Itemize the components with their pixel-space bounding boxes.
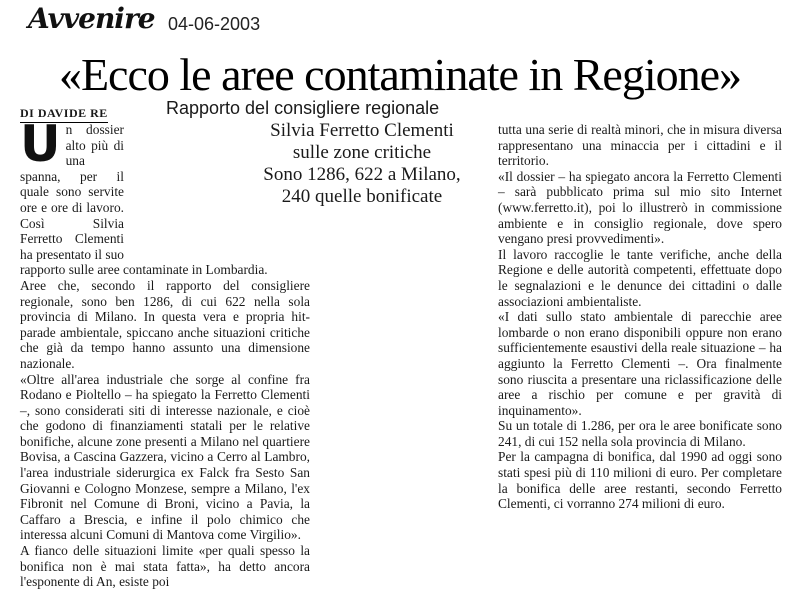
- paragraph: Il lavoro raccoglie le tante verifiche, anche della Regione e delle autorità competenti, effettuate dopo le segnalazioni e le denunce dei cittadini o dalle associazioni ambientaliste.: [498, 246, 782, 309]
- byline: DI DAVIDE RE: [20, 106, 108, 123]
- paragraph: «Il dossier – ha spiegato ancora la Ferretto Clementi – sarà pubblicato prima sul mio sito Internet (www.ferretto.it), poi lo illustrerò in commissione ambiente e in consiglio regionale, dove spero vengano presi provvedimenti».: [498, 168, 782, 247]
- paragraph: Su un totale di 1.286, per ora le aree bonificate sono 241, di cui 152 nella sola provincia di Milano.: [498, 418, 782, 449]
- summary-line: sulle zone critiche: [292, 142, 432, 163]
- paragraph: n dossier alto più di una spanna, per il quale sono servite ore e ore di lavoro. Così Silvia Ferretto Clementi ha presentato il suo rapporto sulle aree contaminate in Lombardia.: [20, 122, 268, 278]
- article-column-2: [498, 122, 782, 512]
- paragraph: A fianco delle situazioni limite «per quali spesso la bonifica non è mai stata fatta», ha detto ancora l'esponente di An, esiste poi: [20, 543, 310, 590]
- article-headline: «Ecco le aree contaminate in Regione»: [58, 49, 742, 100]
- summary-line: Silvia Ferretto Clementi: [270, 120, 454, 141]
- newspaper-masthead: Avvenire: [28, 2, 155, 35]
- paragraph: Aree che, secondo il rapporto del consigliere regionale, sono ben 1286, di cui 622 nella sola provincia di Milano. In questa vera e propria hit-parade ambientale, spiccano anche situazioni critiche che già da tempo hanno assunto una dimensione nazionale.: [20, 277, 310, 371]
- summary-line: 240 quelle bonificate: [281, 186, 443, 207]
- article-column-1: [20, 115, 310, 590]
- drop-cap: U: [20, 115, 61, 173]
- summary-inset-space: [124, 122, 310, 248]
- article-subtitle: Rapporto del consigliere regionale: [166, 98, 440, 118]
- paragraph: tutta una serie di realtà minori, che in misura diversa rappresentano una minaccia per i cittadini e il territorio.: [498, 122, 782, 169]
- paragraph: «I dati sullo stato ambientale di parecchie aree lombarde o non erano disponibili oppure non erano sufficientemente esaustivi della reale situazione – ha aggiunto la Ferretto Clementi –. Ora finalmente sono riuscita a presentare una riclassificazione delle aree a rischio per comune e per gravità di inquinamento».: [498, 309, 782, 418]
- publication-date: 04-06-2003: [168, 14, 261, 34]
- paragraph: Per la campagna di bonifica, dal 1990 ad oggi sono stati spesi più di 110 milioni di euro. Per completare la bonifica delle aree restanti, secondo Ferretto Clementi, ci vorranno 274 milioni di euro.: [498, 449, 782, 512]
- summary-line: Sono 1286, 622 a Milano,: [263, 164, 461, 185]
- paragraph: «Oltre all'area industriale che sorge al confine fra Rodano e Pioltello – ha spiegato la Ferretto Clementi –, sono considerati siti di interesse nazionale, e cioè che godono di finanziamenti statali per le relative bonifiche, alcune zone presenti a Milano nel quartiere Bovisa, a Cascina Gazzera, vicino a Cerro al Lambro, l'area industriale siderurgica ex Falck fra Sesto San Giovanni e Cologno Monzese, sempre a Milano, l'ex Fibronit nel Comune di Broni, vicino a Pavia, la Caffaro a Brescia, e infine il polo chimico che interessa alcuni Comuni di Mantova come Virgilio».: [20, 371, 310, 543]
